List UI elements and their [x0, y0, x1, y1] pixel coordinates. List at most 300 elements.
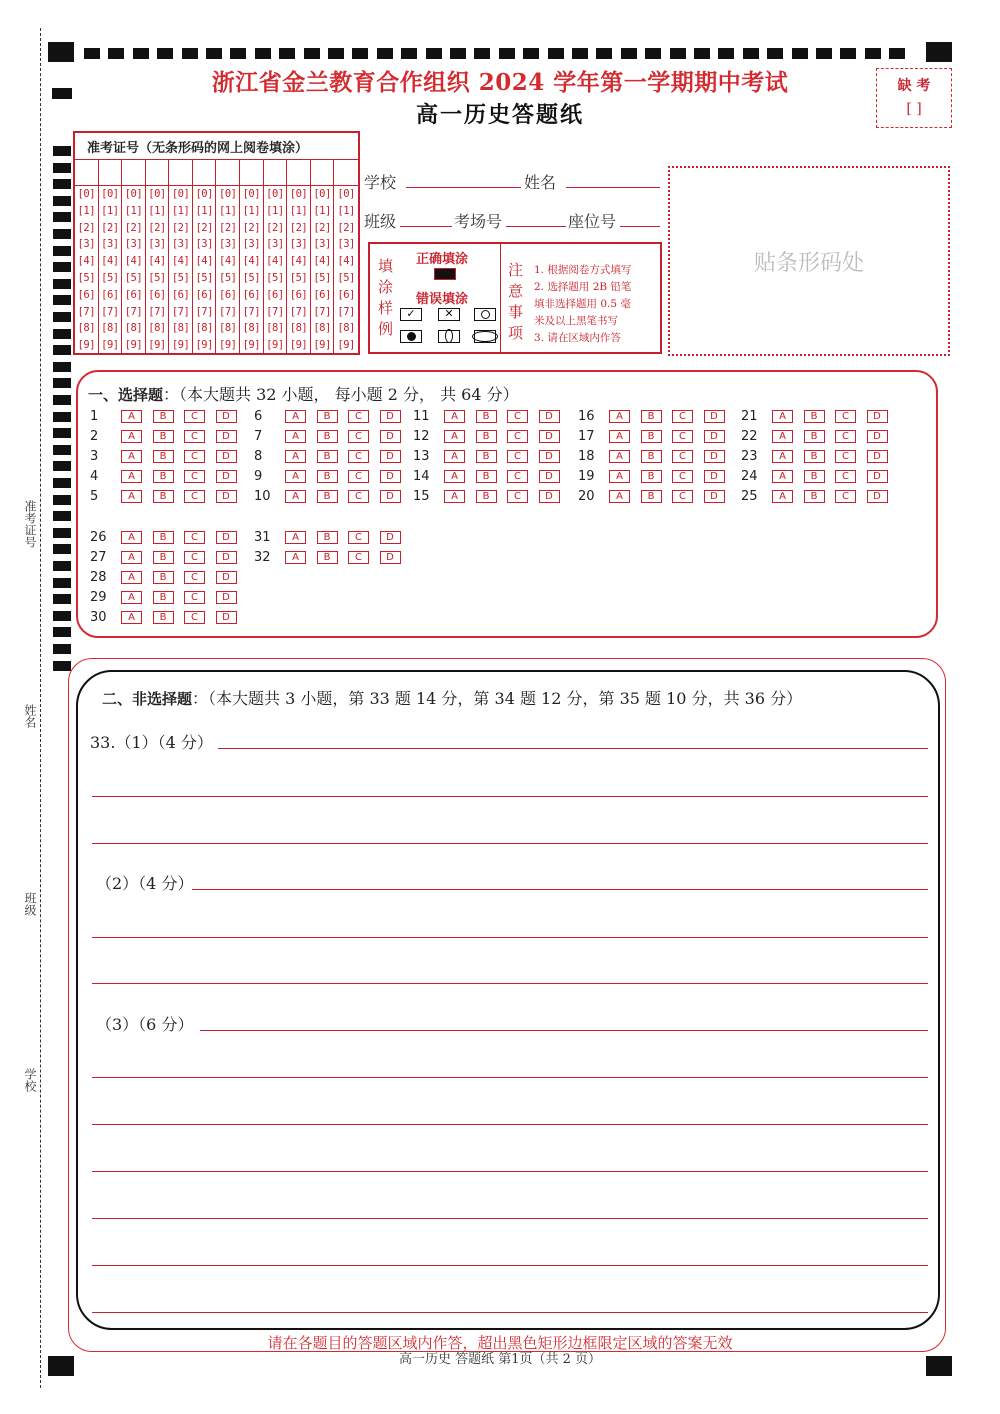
- answer-line[interactable]: [92, 1171, 928, 1172]
- option-bubble-b[interactable]: B: [641, 450, 662, 463]
- exam-id-bubble[interactable]: [0]: [124, 188, 143, 200]
- exam-id-bubble[interactable]: [4]: [313, 255, 331, 268]
- option-bubble-a[interactable]: A: [609, 470, 630, 483]
- option-bubble-a[interactable]: A: [444, 470, 465, 483]
- option-bubble-b[interactable]: B: [804, 470, 825, 483]
- exam-id-bubble[interactable]: [8]: [171, 322, 190, 335]
- seat-field[interactable]: [620, 209, 660, 227]
- option-bubble-c[interactable]: C: [835, 470, 856, 483]
- option-bubble-b[interactable]: B: [317, 490, 338, 503]
- exam-id-bubble[interactable]: [5]: [101, 271, 119, 284]
- exam-id-bubble[interactable]: [0]: [337, 188, 355, 200]
- option-bubble-c[interactable]: C: [835, 450, 856, 463]
- answer-line[interactable]: [92, 1265, 928, 1266]
- school-field[interactable]: [406, 170, 521, 188]
- exam-id-write-cell[interactable]: [334, 160, 358, 185]
- exam-id-bubble[interactable]: [8]: [289, 322, 308, 335]
- option-bubble-b[interactable]: B: [641, 410, 662, 423]
- option-bubble-c[interactable]: C: [184, 571, 205, 584]
- exam-id-bubble[interactable]: [0]: [266, 188, 284, 200]
- option-bubble-d[interactable]: D: [539, 410, 560, 423]
- option-bubble-c[interactable]: C: [348, 531, 369, 544]
- absent-box[interactable]: [876, 68, 952, 128]
- exam-id-bubble[interactable]: [1]: [266, 204, 284, 217]
- option-bubble-d[interactable]: D: [704, 470, 725, 483]
- answer-line[interactable]: [200, 1030, 928, 1031]
- exam-id-bubble[interactable]: [6]: [124, 288, 143, 301]
- option-bubble-d[interactable]: D: [704, 410, 725, 423]
- option-bubble-d[interactable]: D: [704, 430, 725, 443]
- option-bubble-b[interactable]: B: [476, 430, 497, 443]
- option-bubble-c[interactable]: C: [184, 430, 205, 443]
- option-bubble-c[interactable]: C: [507, 410, 528, 423]
- exam-id-bubble[interactable]: [3]: [101, 238, 119, 251]
- option-bubble-b[interactable]: B: [153, 430, 174, 443]
- answer-line[interactable]: [92, 796, 928, 797]
- exam-id-bubble[interactable]: [2]: [77, 221, 96, 234]
- choice-question: [90, 590, 247, 605]
- option-bubble-a[interactable]: A: [121, 430, 142, 443]
- choice-question: [413, 429, 570, 444]
- option-bubble-b[interactable]: B: [476, 410, 497, 423]
- option-bubble-b[interactable]: B: [317, 410, 338, 423]
- exam-id-bubble[interactable]: [2]: [313, 221, 331, 234]
- question-number: 29: [90, 590, 107, 605]
- option-bubble-d[interactable]: D: [704, 490, 725, 503]
- exam-id-bubble[interactable]: [7]: [195, 305, 213, 318]
- choice-question: [741, 409, 898, 424]
- choice-question: [413, 469, 570, 484]
- timing-mark: [53, 196, 71, 206]
- exam-id-bubble[interactable]: [2]: [171, 221, 190, 234]
- exam-id-bubble[interactable]: [5]: [124, 271, 143, 284]
- option-bubble-b[interactable]: B: [153, 611, 174, 624]
- exam-id-bubble[interactable]: [5]: [313, 271, 331, 284]
- exam-id-bubble[interactable]: [8]: [313, 322, 331, 335]
- exam-id-bubble[interactable]: [0]: [195, 188, 213, 200]
- option-bubble-a[interactable]: A: [285, 551, 306, 564]
- exam-id-bubble[interactable]: [7]: [289, 305, 308, 318]
- answer-line[interactable]: [192, 889, 928, 890]
- exam-id-bubble[interactable]: [8]: [337, 322, 355, 335]
- option-bubble-a[interactable]: A: [121, 531, 142, 544]
- choice-question: [413, 409, 570, 424]
- exam-title: 浙江省金兰教育合作组织 2024 学年第一学期期中考试: [211, 69, 789, 96]
- option-bubble-c[interactable]: C: [348, 551, 369, 564]
- exam-id-bubble[interactable]: [1]: [77, 204, 96, 217]
- timing-dash: [499, 48, 515, 59]
- answer-line[interactable]: [92, 1124, 928, 1125]
- exam-id-bubble[interactable]: [2]: [289, 221, 308, 234]
- answer-line[interactable]: [92, 1312, 928, 1313]
- option-bubble-c[interactable]: C: [184, 551, 205, 564]
- exam-id-bubble[interactable]: [0]: [219, 188, 237, 200]
- timing-dash: [670, 48, 686, 59]
- exam-id-bubble[interactable]: [5]: [266, 271, 284, 284]
- option-bubble-c[interactable]: C: [835, 430, 856, 443]
- option-bubble-c[interactable]: C: [507, 470, 528, 483]
- option-bubble-d[interactable]: D: [216, 490, 237, 503]
- exam-id-bubble[interactable]: [6]: [101, 288, 119, 301]
- option-bubble-c[interactable]: C: [672, 450, 693, 463]
- option-bubble-a[interactable]: A: [121, 571, 142, 584]
- exam-id-bubble[interactable]: [8]: [266, 322, 284, 335]
- exam-id-bubble[interactable]: [5]: [242, 271, 261, 284]
- exam-id-bubble[interactable]: [8]: [101, 322, 119, 335]
- option-bubble-a[interactable]: A: [609, 490, 630, 503]
- exam-id-bubble[interactable]: [8]: [148, 322, 166, 335]
- option-bubble-c[interactable]: C: [507, 490, 528, 503]
- exam-id-bubble[interactable]: [9]: [124, 339, 143, 352]
- exam-id-bubble[interactable]: [6]: [289, 288, 308, 301]
- exam-id-bubble[interactable]: [7]: [124, 305, 143, 318]
- option-bubble-d[interactable]: D: [380, 410, 401, 423]
- exam-room-field[interactable]: [506, 209, 566, 227]
- exam-id-bubble[interactable]: [6]: [219, 288, 237, 301]
- exam-id-bubble[interactable]: [7]: [77, 305, 96, 318]
- option-bubble-a[interactable]: A: [121, 591, 142, 604]
- option-bubble-a[interactable]: A: [772, 450, 793, 463]
- exam-id-bubble[interactable]: [5]: [219, 271, 237, 284]
- exam-id-bubble[interactable]: [2]: [101, 221, 119, 234]
- option-bubble-d[interactable]: D: [867, 450, 888, 463]
- option-bubble-d[interactable]: D: [216, 571, 237, 584]
- option-bubble-b[interactable]: B: [476, 490, 497, 503]
- option-bubble-c[interactable]: C: [184, 410, 205, 423]
- option-bubble-a[interactable]: A: [285, 531, 306, 544]
- option-bubble-b[interactable]: B: [476, 470, 497, 483]
- option-bubble-d[interactable]: D: [380, 551, 401, 564]
- exam-id-write-cell[interactable]: [216, 160, 240, 185]
- exam-id-bubble[interactable]: [7]: [171, 305, 190, 318]
- option-bubble-a[interactable]: A: [121, 490, 142, 503]
- exam-id-bubble[interactable]: [2]: [266, 221, 284, 234]
- exam-id-bubble[interactable]: [4]: [77, 255, 96, 268]
- exam-id-bubble[interactable]: [3]: [195, 238, 213, 251]
- exam-id-bubble[interactable]: [4]: [101, 255, 119, 268]
- option-bubble-b[interactable]: B: [804, 410, 825, 423]
- option-bubble-a[interactable]: A: [121, 551, 142, 564]
- exam-id-bubble[interactable]: [3]: [289, 238, 308, 251]
- option-bubble-d[interactable]: D: [216, 410, 237, 423]
- option-bubble-d[interactable]: D: [380, 430, 401, 443]
- exam-id-bubble[interactable]: [3]: [337, 238, 355, 251]
- exam-id-bubble[interactable]: [5]: [337, 271, 355, 284]
- exam-id-bubble[interactable]: [2]: [148, 221, 166, 234]
- exam-id-bubble[interactable]: [9]: [101, 339, 119, 352]
- class-field[interactable]: [400, 209, 452, 227]
- option-bubble-b[interactable]: B: [153, 470, 174, 483]
- exam-id-bubble[interactable]: [2]: [242, 221, 261, 234]
- exam-id-write-cell[interactable]: [311, 160, 335, 185]
- option-bubble-a[interactable]: A: [772, 410, 793, 423]
- exam-id-bubble[interactable]: [8]: [124, 322, 143, 335]
- option-bubble-d[interactable]: D: [539, 470, 560, 483]
- exam-id-bubble[interactable]: [5]: [171, 271, 190, 284]
- option-bubble-b[interactable]: B: [317, 430, 338, 443]
- exam-id-bubble[interactable]: [3]: [77, 238, 96, 251]
- exam-id-bubble[interactable]: [1]: [195, 204, 213, 217]
- option-bubble-d[interactable]: D: [216, 531, 237, 544]
- option-bubble-d[interactable]: D: [216, 611, 237, 624]
- exam-id-bubble[interactable]: [9]: [313, 339, 331, 352]
- option-bubble-b[interactable]: B: [804, 450, 825, 463]
- option-bubble-c[interactable]: C: [184, 490, 205, 503]
- exam-id-bubble[interactable]: [3]: [313, 238, 331, 251]
- name-field[interactable]: [566, 170, 660, 188]
- option-bubble-a[interactable]: A: [121, 470, 142, 483]
- option-bubble-c[interactable]: C: [835, 490, 856, 503]
- exam-id-bubble[interactable]: [1]: [171, 204, 190, 217]
- option-bubble-a[interactable]: A: [121, 410, 142, 423]
- exam-id-bubble[interactable]: [0]: [77, 188, 96, 200]
- exam-id-bubble[interactable]: [6]: [171, 288, 190, 301]
- option-bubble-c[interactable]: C: [184, 591, 205, 604]
- exam-id-bubble[interactable]: [9]: [266, 339, 284, 352]
- option-bubble-b[interactable]: B: [317, 531, 338, 544]
- option-bubble-c[interactable]: C: [184, 450, 205, 463]
- question-number: 24: [741, 469, 758, 484]
- exam-id-bubble[interactable]: [4]: [289, 255, 308, 268]
- exam-id-bubble[interactable]: [1]: [337, 204, 355, 217]
- option-bubble-d[interactable]: D: [216, 450, 237, 463]
- exam-id-bubble[interactable]: [9]: [337, 339, 355, 352]
- option-bubble-c[interactable]: C: [507, 450, 528, 463]
- option-bubble-d[interactable]: D: [539, 430, 560, 443]
- option-bubble-a[interactable]: A: [444, 430, 465, 443]
- notice-notes: [534, 262, 631, 347]
- option-bubble-a[interactable]: A: [121, 611, 142, 624]
- exam-id-bubble[interactable]: [3]: [242, 238, 261, 251]
- absent-label: 缺 考: [897, 78, 931, 94]
- option-bubble-a[interactable]: A: [772, 430, 793, 443]
- exam-id-bubble[interactable]: [1]: [124, 204, 143, 217]
- exam-id-bubble[interactable]: [3]: [219, 238, 237, 251]
- exam-id-write-row[interactable]: [75, 160, 358, 186]
- exam-id-write-cell[interactable]: [287, 160, 311, 185]
- exam-id-bubble[interactable]: [5]: [289, 271, 308, 284]
- exam-id-bubble[interactable]: [0]: [242, 188, 261, 200]
- option-bubble-b[interactable]: B: [804, 430, 825, 443]
- option-bubble-d[interactable]: D: [867, 470, 888, 483]
- option-bubble-c[interactable]: C: [348, 450, 369, 463]
- exam-id-bubble[interactable]: [7]: [219, 305, 237, 318]
- exam-id-bubble[interactable]: [7]: [148, 305, 166, 318]
- option-bubble-c[interactable]: C: [672, 410, 693, 423]
- option-bubble-a[interactable]: A: [285, 470, 306, 483]
- option-bubble-a[interactable]: A: [444, 490, 465, 503]
- exam-id-bubble[interactable]: [6]: [337, 288, 355, 301]
- exam-id-bubble[interactable]: [6]: [313, 288, 331, 301]
- exam-id-write-cell[interactable]: [240, 160, 264, 185]
- exam-id-bubble[interactable]: [3]: [266, 238, 284, 251]
- exam-id-bubble[interactable]: [1]: [101, 204, 119, 217]
- option-bubble-b[interactable]: B: [641, 430, 662, 443]
- question-number: 25: [741, 489, 758, 504]
- option-bubble-c[interactable]: C: [184, 531, 205, 544]
- exam-id-write-cell[interactable]: [75, 160, 99, 185]
- exam-id-bubble[interactable]: [2]: [337, 221, 355, 234]
- option-bubble-a[interactable]: A: [609, 450, 630, 463]
- option-bubble-d[interactable]: D: [867, 430, 888, 443]
- exam-id-bubble[interactable]: [4]: [219, 255, 237, 268]
- exam-id-bubble[interactable]: [6]: [242, 288, 261, 301]
- exam-id-bubble[interactable]: [0]: [101, 188, 119, 200]
- exam-id-bubble[interactable]: [3]: [171, 238, 190, 251]
- option-bubble-a[interactable]: A: [609, 430, 630, 443]
- answer-line[interactable]: [92, 1077, 928, 1078]
- option-bubble-d[interactable]: D: [216, 470, 237, 483]
- option-bubble-c[interactable]: C: [507, 430, 528, 443]
- option-bubble-c[interactable]: C: [184, 611, 205, 624]
- option-bubble-b[interactable]: B: [317, 551, 338, 564]
- exam-id-bubble[interactable]: [1]: [289, 204, 308, 217]
- option-bubble-b[interactable]: B: [317, 450, 338, 463]
- option-bubble-a[interactable]: A: [772, 490, 793, 503]
- exam-id-bubble[interactable]: [1]: [313, 204, 331, 217]
- exam-id-bubble[interactable]: [4]: [242, 255, 261, 268]
- option-bubble-d[interactable]: D: [380, 470, 401, 483]
- exam-id-bubble[interactable]: [0]: [148, 188, 166, 200]
- option-bubble-d[interactable]: D: [704, 450, 725, 463]
- option-bubble-c[interactable]: C: [348, 410, 369, 423]
- exam-id-write-cell[interactable]: [264, 160, 288, 185]
- exam-id-bubble[interactable]: [3]: [124, 238, 143, 251]
- exam-id-bubble[interactable]: [3]: [148, 238, 166, 251]
- option-bubble-b[interactable]: B: [153, 571, 174, 584]
- option-bubble-a[interactable]: A: [444, 450, 465, 463]
- wrong-fill-label: 错误填涂: [416, 292, 469, 307]
- option-bubble-b[interactable]: B: [317, 470, 338, 483]
- exam-id-bubble[interactable]: [1]: [242, 204, 261, 217]
- exam-id-write-cell[interactable]: [169, 160, 193, 185]
- exam-id-bubble[interactable]: [9]: [77, 339, 96, 352]
- exam-id-bubble[interactable]: [1]: [219, 204, 237, 217]
- option-bubble-b[interactable]: B: [476, 450, 497, 463]
- option-bubble-a[interactable]: A: [444, 410, 465, 423]
- option-bubble-b[interactable]: B: [153, 490, 174, 503]
- exam-id-write-cell[interactable]: [99, 160, 123, 185]
- option-bubble-d[interactable]: D: [867, 410, 888, 423]
- exam-id-write-cell[interactable]: [122, 160, 146, 185]
- exam-id-bubble[interactable]: [2]: [219, 221, 237, 234]
- option-bubble-b[interactable]: B: [804, 490, 825, 503]
- choice-question: [254, 550, 411, 565]
- exam-id-bubble[interactable]: [2]: [195, 221, 213, 234]
- exam-id-bubble[interactable]: [9]: [148, 339, 166, 352]
- exam-id-bubble[interactable]: [8]: [219, 322, 237, 335]
- answer-line[interactable]: [92, 937, 928, 938]
- option-bubble-b[interactable]: B: [641, 490, 662, 503]
- exam-id-bubble[interactable]: [6]: [148, 288, 166, 301]
- option-bubble-d[interactable]: D: [380, 490, 401, 503]
- exam-id-write-cell[interactable]: [193, 160, 217, 185]
- option-bubble-d[interactable]: D: [539, 450, 560, 463]
- option-bubble-c[interactable]: C: [348, 430, 369, 443]
- option-bubble-b[interactable]: B: [641, 470, 662, 483]
- option-bubble-c[interactable]: C: [672, 490, 693, 503]
- exam-id-bubble[interactable]: [0]: [289, 188, 308, 200]
- exam-id-bubble[interactable]: [4]: [124, 255, 143, 268]
- option-bubble-a[interactable]: A: [772, 470, 793, 483]
- option-bubble-b[interactable]: B: [153, 531, 174, 544]
- exam-id-bubble[interactable]: [4]: [266, 255, 284, 268]
- exam-id-bubble[interactable]: [6]: [77, 288, 96, 301]
- exam-id-bubble[interactable]: [5]: [195, 271, 213, 284]
- option-bubble-c[interactable]: C: [348, 470, 369, 483]
- option-bubble-a[interactable]: A: [285, 410, 306, 423]
- exam-id-bubble[interactable]: [8]: [195, 322, 213, 335]
- option-bubble-a[interactable]: A: [285, 490, 306, 503]
- option-bubble-d[interactable]: D: [216, 430, 237, 443]
- option-bubble-a[interactable]: A: [609, 410, 630, 423]
- exam-id-bubble[interactable]: [8]: [242, 322, 261, 335]
- exam-id-bubble[interactable]: [9]: [171, 339, 190, 352]
- option-bubble-c[interactable]: C: [348, 490, 369, 503]
- exam-id-bubble[interactable]: [7]: [337, 305, 355, 318]
- exam-id-bubble[interactable]: [7]: [313, 305, 331, 318]
- answer-line[interactable]: [92, 1218, 928, 1219]
- exam-id-bubble[interactable]: [4]: [337, 255, 355, 268]
- answer-line[interactable]: [92, 983, 928, 984]
- option-bubble-b[interactable]: B: [153, 450, 174, 463]
- option-bubble-d[interactable]: D: [216, 591, 237, 604]
- option-bubble-b[interactable]: B: [153, 551, 174, 564]
- exam-id-bubble[interactable]: [1]: [148, 204, 166, 217]
- option-bubble-b[interactable]: B: [153, 591, 174, 604]
- exam-id-bubble[interactable]: [9]: [289, 339, 308, 352]
- option-bubble-d[interactable]: D: [216, 551, 237, 564]
- option-bubble-a[interactable]: A: [285, 450, 306, 463]
- question-number: 23: [741, 449, 758, 464]
- exam-id-bubble[interactable]: [6]: [266, 288, 284, 301]
- exam-id-bubbles[interactable]: [75, 186, 358, 354]
- exam-id-bubble[interactable]: [5]: [148, 271, 166, 284]
- exam-id-bubble[interactable]: [8]: [77, 322, 96, 335]
- option-bubble-b[interactable]: B: [153, 410, 174, 423]
- exam-id-bubble[interactable]: [5]: [77, 271, 96, 284]
- exam-id-bubble[interactable]: [6]: [195, 288, 213, 301]
- exam-id-bubble[interactable]: [4]: [148, 255, 166, 268]
- option-bubble-d[interactable]: D: [867, 490, 888, 503]
- exam-id-write-cell[interactable]: [146, 160, 170, 185]
- exam-id-bubble[interactable]: [0]: [171, 188, 190, 200]
- oval-sample-icon: [438, 330, 460, 343]
- exam-id-bubble[interactable]: [0]: [313, 188, 331, 200]
- option-bubble-d[interactable]: D: [380, 531, 401, 544]
- option-bubble-d[interactable]: D: [539, 490, 560, 503]
- answer-line[interactable]: [92, 843, 928, 844]
- exam-id-bubble[interactable]: [9]: [242, 339, 261, 352]
- option-bubble-c[interactable]: C: [672, 470, 693, 483]
- option-bubble-c[interactable]: C: [835, 410, 856, 423]
- option-bubble-d[interactable]: D: [380, 450, 401, 463]
- option-bubble-a[interactable]: A: [121, 450, 142, 463]
- exam-id-bubble[interactable]: [7]: [266, 305, 284, 318]
- option-bubble-a[interactable]: A: [285, 430, 306, 443]
- timing-mark: [53, 362, 71, 372]
- option-bubble-c[interactable]: C: [184, 470, 205, 483]
- exam-id-bubble[interactable]: [4]: [195, 255, 213, 268]
- exam-id-bubble[interactable]: [9]: [195, 339, 213, 352]
- exam-id-bubble[interactable]: [9]: [219, 339, 237, 352]
- exam-id-bubble[interactable]: [4]: [171, 255, 190, 268]
- exam-id-bubble[interactable]: [7]: [101, 305, 119, 318]
- exam-id-bubble[interactable]: [2]: [124, 221, 143, 234]
- exam-id-bubble[interactable]: [7]: [242, 305, 261, 318]
- option-bubble-c[interactable]: C: [672, 430, 693, 443]
- answer-line[interactable]: [218, 748, 928, 749]
